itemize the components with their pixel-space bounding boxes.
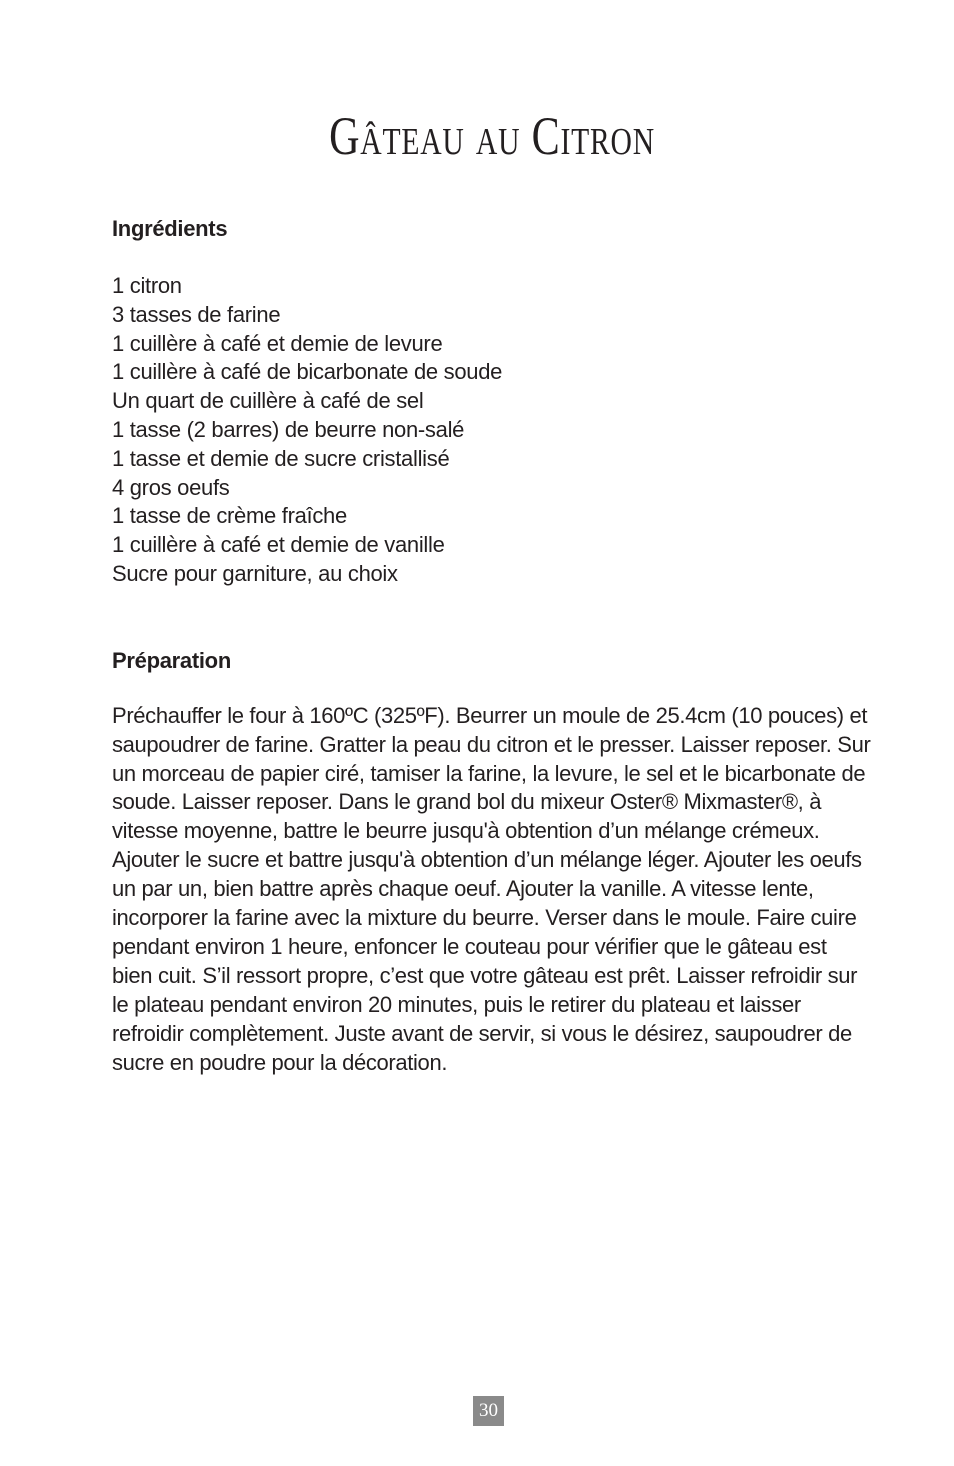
ingredient-item: 4 gros oeufs <box>112 474 230 500</box>
ingredient-item: 1 tasse de crème fraîche <box>112 503 347 529</box>
ingredient-item: 1 cuillère à café et demie de vanille <box>112 532 445 558</box>
preparation-text: Préchauffer le four à 160ºC (325ºF). Beurrer un moule de 25.4cm (10 pouces) et saupoudrer de farine. Gratter la peau du citron et le presser. Laisser reposer. Sur un morceau de papier ciré, tamiser la farine, la levure, le sel et le bicarbonate de soude. Laisser reposer. Dans le grand bol du mixeur Oster® Mixmaster®, à vitesse moyenne, battre le beurre jusqu'à obtention d’un mélange crémeux. Ajouter le sucre et battre jusqu'à obtention d’un mélange léger. Ajouter les oeufs un par un, bien battre après chaque oeuf. Ajouter la vanille. A vitesse lente, incorporer la farine avec la mixture du beurre. Verser dans le moule. Faire cuire pendant environ 1 heure, enfoncer le couteau pour vérifier que le gâteau est bien cuit. S’il ressort propre, c’est que votre gâteau est prêt. Laisser refroidir sur le plateau pendant environ 20 minutes, puis le retirer du plateau et laisser refroidir complètement. Juste avant de servir, si vous le désirez, saupoudrer de sucre en poudre pour la décoration. <box>112 702 871 1075</box>
ingredient-item: 1 citron <box>112 273 182 298</box>
preparation-heading: Préparation <box>112 647 231 673</box>
ingredient-item: Un quart de cuillère à café de sel <box>112 388 424 414</box>
ingredient-item: Sucre pour garniture, au choix <box>112 560 398 586</box>
page-title: Gâteau au Citron <box>329 106 655 166</box>
ingredient-item: 1 tasse et demie de sucre cristallisé <box>112 445 450 471</box>
ingredient-item: 3 tasses de farine <box>112 301 281 327</box>
recipe-content <box>112 214 872 1078</box>
ingredient-item: 1 cuillère à café et demie de levure <box>112 330 443 356</box>
ingredients-heading: Ingrédients <box>112 216 228 241</box>
ingredient-item: 1 tasse (2 barres) de beurre non-salé <box>112 416 465 442</box>
ingredients-list <box>112 272 872 589</box>
ingredient-item: 1 cuillère à café de bicarbonate de soude <box>112 359 503 385</box>
page-number: 30 <box>473 1396 504 1426</box>
